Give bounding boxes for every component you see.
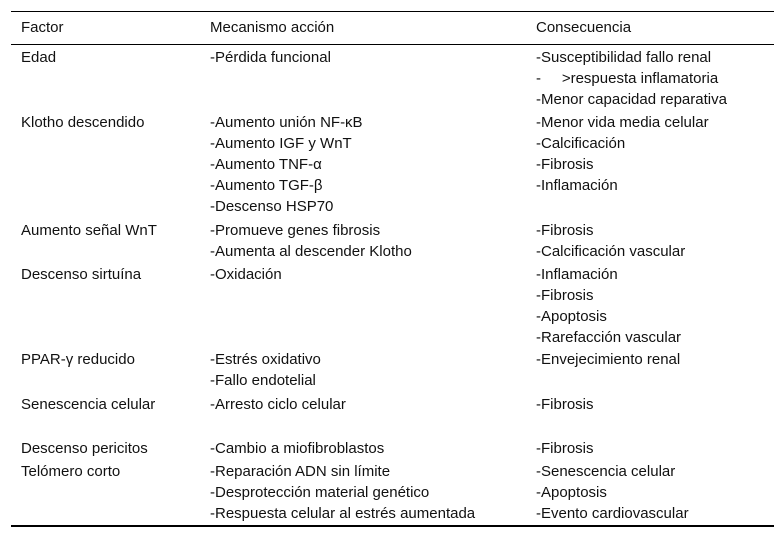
cell-mechanism [210,264,282,285]
consequence-line: -Apoptosis [536,308,607,325]
consequence-line: -Fibrosis [536,156,594,173]
cell-mechanism [210,220,412,262]
cell-consequence [536,461,689,524]
header-consequence: Consecuencia [536,19,632,36]
consequence-line: -Menor capacidad reparativa [536,91,727,108]
consequence-line: -Evento cardiovascular [536,505,689,522]
consequence-line: -Rarefacción vascular [536,329,682,346]
cell-factor: Klotho descendido [21,114,145,131]
consequence-line: -Envejecimiento renal [536,351,681,368]
mechanism-line: -Cambio a miofibroblastos [210,440,385,457]
cell-mechanism [210,394,346,415]
mechanism-line: -Oxidación [210,266,282,283]
mechanism-line: -Estrés oxidativo [210,351,321,368]
mechanism-line: -Aumento TNF-α [210,156,322,173]
cell-consequence [536,112,709,196]
cell-mechanism [210,438,384,459]
cell-consequence [536,438,594,459]
cell-mechanism [210,47,331,68]
cell-factor: Edad [21,49,57,66]
factors-table [11,11,774,527]
cell-factor: PPAR-γ reducido [21,351,135,368]
mechanism-line: -Pérdida funcional [210,49,331,66]
cell-mechanism [210,112,363,217]
cell-consequence [536,47,727,110]
cell-factor: Descenso sirtuína [21,266,142,283]
consequence-line: - >respuesta inflamatoria [536,70,719,87]
cell-factor: Aumento señal WnT [21,222,157,239]
consequence-line: -Inflamación [536,177,618,194]
header-factor: Factor [21,19,64,36]
header-mechanism: Mecanismo acción [210,19,335,36]
cell-consequence [536,394,594,415]
cell-consequence [536,264,681,348]
cell-consequence [536,349,680,370]
mechanism-line: -Respuesta celular al estrés aumentada [210,505,476,522]
consequence-line: -Inflamación [536,266,618,283]
cell-factor: Descenso pericitos [21,440,148,457]
consequence-line: -Calcificación [536,135,626,152]
consequence-line: -Senescencia celular [536,463,676,480]
mechanism-line: -Aumenta al descender Klotho [210,243,412,260]
consequence-line: -Apoptosis [536,484,607,501]
mechanism-line: -Desprotección material genético [210,484,430,501]
cell-consequence [536,220,685,262]
consequence-line: -Susceptibilidad fallo renal [536,49,712,66]
mechanism-line: -Descenso HSP70 [210,198,334,215]
consequence-line: -Fibrosis [536,396,594,413]
consequence-line: -Fibrosis [536,287,594,304]
mechanism-line: -Reparación ADN sin límite [210,463,391,480]
cell-mechanism [210,461,475,524]
consequence-line: -Menor vida media celular [536,114,709,131]
cell-mechanism [210,349,321,391]
consequence-line: -Fibrosis [536,440,594,457]
mechanism-line: -Aumento unión NF-κB [210,114,363,131]
mechanism-line: -Arresto ciclo celular [210,396,346,413]
mechanism-line: -Aumento TGF-β [210,177,323,194]
table-header-row [11,12,774,45]
consequence-line: -Calcificación vascular [536,243,686,260]
mechanism-line: -Fallo endotelial [210,372,316,389]
mechanism-line: -Promueve genes fibrosis [210,222,381,239]
cell-factor: Senescencia celular [21,396,156,413]
consequence-line: -Fibrosis [536,222,594,239]
cell-factor: Telómero corto [21,463,121,480]
mechanism-line: -Aumento IGF y WnT [210,135,352,152]
